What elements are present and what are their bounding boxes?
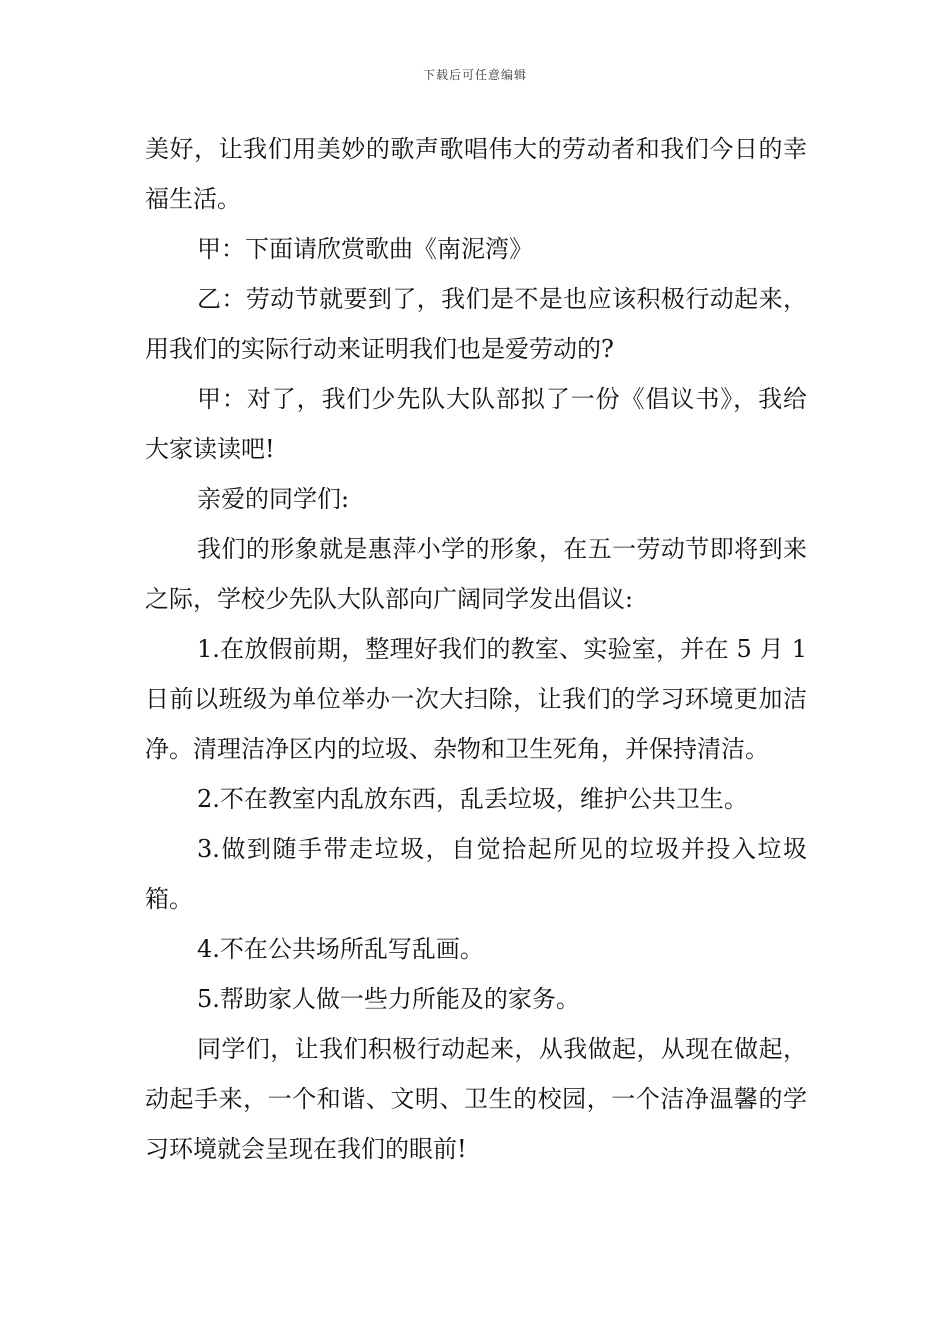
paragraph-9: 3.做到随手带走垃圾，自觉拾起所见的垃圾并投入垃圾箱。 bbox=[145, 835, 807, 913]
paragraph-11: 5.帮助家人做一些力所能及的家务。 bbox=[197, 985, 580, 1013]
paragraph-8: 2.不在教室内乱放东西，乱丢垃圾，维护公共卫生。 bbox=[197, 785, 748, 813]
paragraph-2: 甲：下面请欣赏歌曲《南泥湾》 bbox=[197, 235, 533, 263]
document-body bbox=[145, 124, 807, 1174]
paragraph-12: 同学们，让我们积极行动起来，从我做起，从现在做起，动起手来，一个和谐、文明、卫生的校园，一个洁净温馨的学习环境就会呈现在我们的眼前! bbox=[145, 1035, 807, 1163]
paragraph-4: 甲：对了，我们少先队大队部拟了一份《倡议书》，我给大家读读吧! bbox=[145, 385, 807, 463]
paragraph-1: 美好，让我们用美妙的歌声歌唱伟大的劳动者和我们今日的幸福生活。 bbox=[145, 135, 807, 213]
paragraph-5: 亲爱的同学们: bbox=[197, 485, 350, 513]
page-header-note: 下载后可任意编辑 bbox=[422, 68, 527, 82]
paragraph-3: 乙：劳动节就要到了，我们是不是也应该积极行动起来，用我们的实际行动来证明我们也是爱劳动的? bbox=[145, 285, 807, 363]
paragraph-6: 我们的形象就是惠萍小学的形象，在五一劳动节即将到来之际，学校少先队大队部向广阔同学发出倡议: bbox=[145, 535, 807, 613]
paragraph-10: 4.不在公共场所乱写乱画。 bbox=[197, 935, 484, 963]
paragraph-7: 1.在放假前期，整理好我们的教室、实验室，并在 5 月 1 日前以班级为单位举办一次大扫除，让我们的学习环境更加洁净。清理洁净区内的垃圾、杂物和卫生死角，并保持清洁。 bbox=[145, 635, 807, 763]
